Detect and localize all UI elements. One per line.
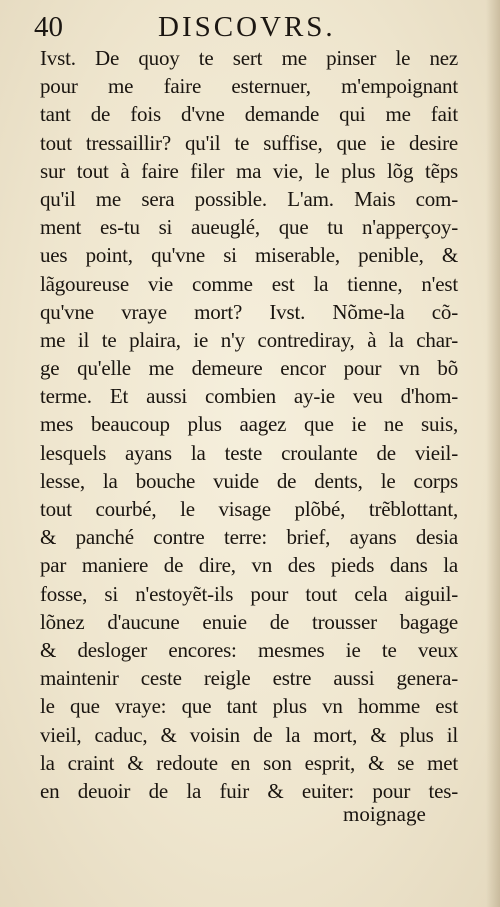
- text-line: terme. Et aussi combien ay-ie veu d'hom-: [40, 384, 458, 409]
- text-line: le que vraye: que tant plus vn homme est: [40, 694, 458, 719]
- text-line: lesse, la bouche vuide de dents, le corps: [40, 468, 458, 493]
- text-line: par maniere de dire, vn des pieds dans la: [40, 553, 458, 578]
- text-line: lãgoureuse vie comme est la tienne, n'est: [40, 271, 458, 296]
- text-line: fosse, si n'estoyẽt-ils pour tout cela aiguil-: [40, 581, 458, 606]
- page-number: 40: [34, 11, 63, 43]
- text-line: me il te plaira, ie n'y contrediray, à la char-: [40, 327, 458, 352]
- text-line: sur tout à faire filer ma vie, le plus lõg tẽps: [40, 158, 458, 183]
- text-line: tant de fois d'vne demande qui me fait: [40, 102, 458, 127]
- text-line: & panché contre terre: brief, ayans desia: [40, 525, 458, 550]
- running-head: [34, 10, 454, 44]
- text-line: pour me faire esternuer, m'empoignant: [40, 74, 458, 99]
- text-line: ge qu'elle me demeure encor pour vn bõ: [40, 356, 458, 381]
- body-text: [40, 44, 458, 805]
- text-line: tout courbé, le visage plõbé, trẽblottant,: [40, 497, 458, 521]
- text-line: qu'vne vraye mort? Ivst. Nõme-la cõ-: [40, 299, 458, 324]
- running-title: DISCOVRS.: [158, 11, 336, 43]
- text-line: maintenir ceste reigle estre aussi genera-: [40, 666, 458, 691]
- text-line: vieil, caduc, & voisin de la mort, & plus il: [40, 722, 458, 747]
- text-line: & desloger encores: mesmes ie te veux: [40, 637, 458, 662]
- catchword: moignage: [343, 802, 426, 826]
- text-line: en deuoir de la fuir & euiter: pour tes-: [40, 778, 458, 803]
- text-line: mes beaucoup plus aagez que ie ne suis,: [40, 412, 458, 437]
- text-line: la craint & redoute en son esprit, & se met: [40, 750, 458, 775]
- text-line: lõnez d'aucune enuie de trousser bagage: [40, 609, 458, 634]
- text-line: Ivst. De quoy te sert me pinser le nez: [40, 46, 458, 70]
- text-line: lesquels ayans la teste croulante de vieil-: [40, 440, 458, 465]
- page-gutter-shadow: [486, 0, 500, 907]
- text-line: ues point, qu'vne si miserable, penible, &: [40, 243, 458, 268]
- text-line: ment es-tu si aueuglé, que tu n'apperçoy-: [40, 215, 458, 240]
- text-line: tout tressaillir? qu'il te suffise, que ie desire: [40, 130, 458, 155]
- text-line: qu'il me sera possible. L'am. Mais com-: [40, 186, 458, 211]
